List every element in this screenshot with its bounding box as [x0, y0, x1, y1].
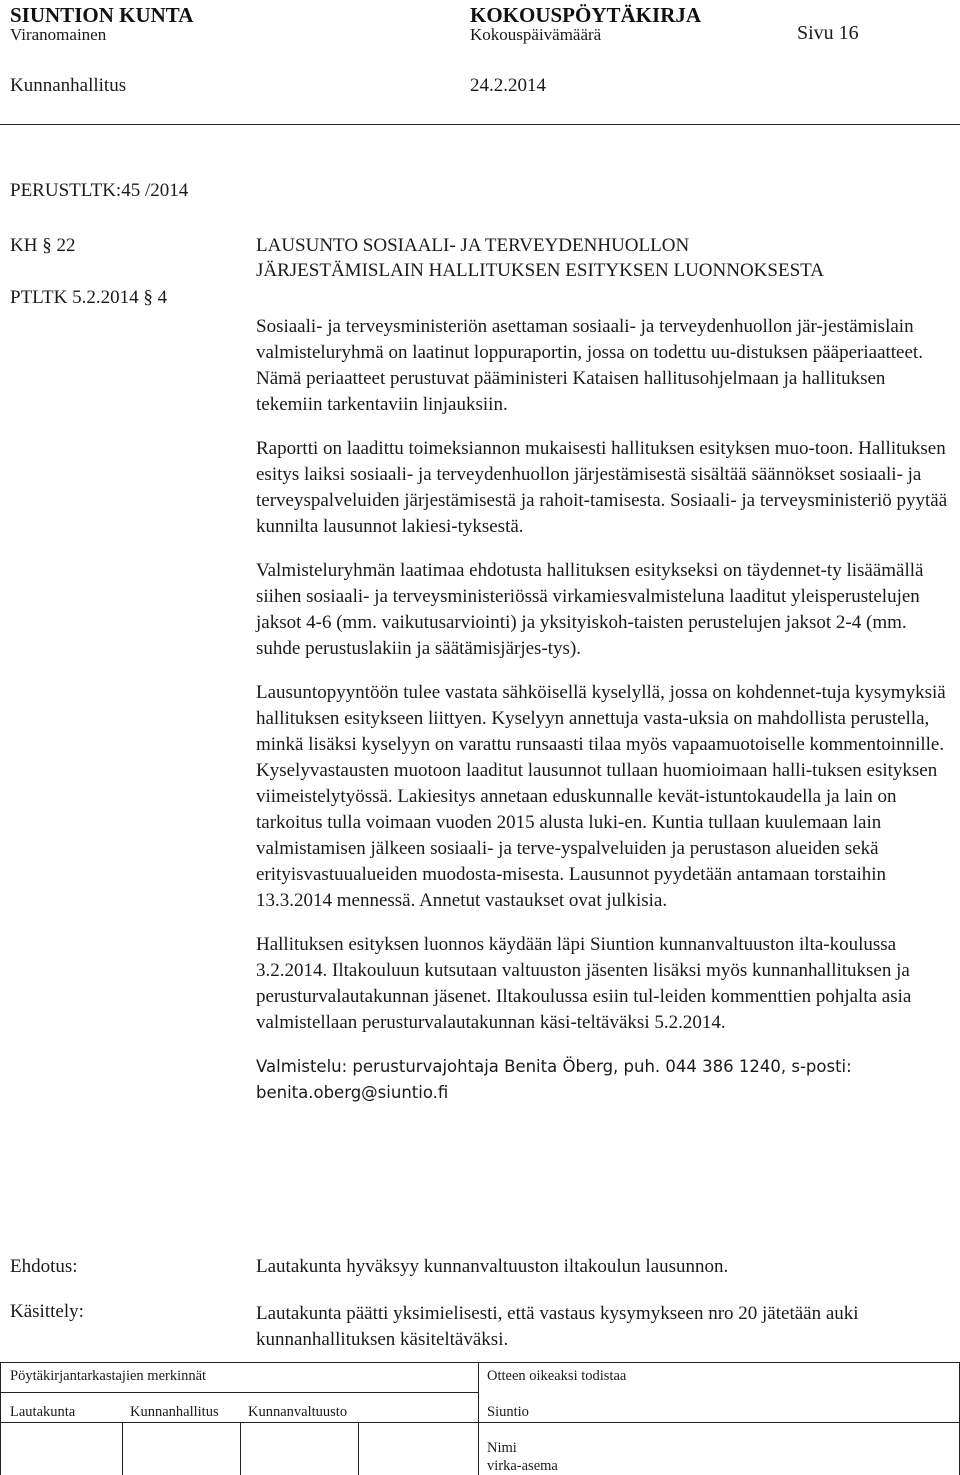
- certified-label: Otteen oikeaksi todistaa: [487, 1368, 627, 1384]
- footer-top-rule: [0, 1362, 960, 1363]
- checkers-label: Pöytäkirjantarkastajien merkinnät: [10, 1368, 207, 1384]
- handling-text: Lautakunta päätti yksimielisesti, että vastaus kysymykseen nro 20 jätetään auki kunnanhallituksen käsiteltäväksi.: [256, 1303, 859, 1350]
- paragraph-4: Lausuntopyyntöön tulee vastata sähköisellä kyselyllä, jossa on kohdennet-tuja kysymyksiä hallituksen esitykseen liittyen. Kyselyyn annettuja vasta-uksia on mahdollista perustella, minkä lisäksi kyselyyn on varattu runsaasti tilaa myös vapaamuotoiselle kommentoinnille.: [256, 682, 946, 755]
- meeting-date-label: Kokouspäivämäärä: [470, 25, 602, 44]
- footer-cell-divider-3: [358, 1422, 359, 1475]
- footer-cell-divider-1: [122, 1422, 123, 1475]
- proposal-text: Lautakunta hyväksyy kunnanvaltuuston iltakoulun lausunnon.: [256, 1256, 729, 1277]
- case-title-line-2: JÄRJESTÄMISLAIN HALLITUKSEN ESITYKSEN LUONNOKSESTA: [256, 260, 824, 281]
- paragraph-3: Valmisteluryhmän laatimaa ehdotusta hallituksen esitykseksi on täydennet-ty lisäämällä siihen sosiaali- ja terveysministeriössä virkamiesvalmisteluna laaditut yleisperustelujen jaksot 4-6 (mm. vaikutusarviointi) ja yksityiskoh-taisten perustelujen jaksot 2-4 (mm. suhde perustuslakiin ja säätämisjärjes-tys).: [256, 560, 924, 659]
- footer-cell-divider-2: [240, 1422, 241, 1475]
- body-text: [256, 314, 948, 1106]
- footer-left-border: [0, 1362, 1, 1475]
- municipality-name: SIUNTION KUNTA: [10, 3, 194, 27]
- footer-body-lautakunta: Lautakunta: [10, 1404, 76, 1420]
- authority-label: Viranomainen: [10, 25, 107, 44]
- certifier-title-label: virka-asema: [487, 1458, 558, 1474]
- case-reference: PERUSTLTK:45 /2014: [10, 180, 189, 201]
- paragraph-1: Sosiaali- ja terveysministeriön asettaman sosiaali- ja terveydenhuollon jär-jestämislain valmisteluryhmä on laatinut loppuraportin, jossa on todettu uu-distuksen pääperiaatteet. Nämä periaatteet perustuvat pääministeri Kataisen hallitusohjelmaan ja hallituksen tekemiin tarkentaviin linjauksiin.: [256, 316, 923, 415]
- handling-label: Käsittely:: [10, 1301, 84, 1322]
- footer-left-subrule: [0, 1392, 478, 1393]
- proposal-label: Ehdotus:: [10, 1256, 78, 1277]
- certified-place: Siuntio: [487, 1404, 529, 1420]
- paragraph-6: Hallituksen esityksen luonnos käydään läpi Siuntion kunnanvaltuuston ilta-koulussa 3.2.2014. Iltakouluun kutsutaan valtuuston jäsenten lisäksi myös kunnanhallituksen ja perusturvalautakunnan jäsenet. Iltakoulussa esiin tul-leiden kommenttien pohjalta asia valmistellaan perusturvalautakunnan käsi-teltäväksi 5.2.2014.: [256, 934, 912, 1033]
- case-title-line-1: LAUSUNTO SOSIAALI- JA TERVEYDENHUOLLON: [256, 235, 690, 256]
- kh-section: KH § 22: [10, 235, 76, 256]
- paragraph-5: Kyselyvastausten muotoon laaditut lausunnot tullaan huomioimaan halli-tuksen esityksen viimeistelytyössä. Lakiesitys annetaan eduskunnalle kevät-istuntokaudella ja lain on tarkoitus tulla voimaan vuoden 2015 alusta luki-en. Kuntia tullaan kuulemaan lain valmistamisen jälkeen sosiaali- ja terve-yspalveluiden ja perustason alueiden sekä erityisvastuualueiden muodosta-misesta. Lausunnot pyydetään antamaan torstaihin 13.3.2014 mennessä. Annetut vastaukset ovat julkisia.: [256, 760, 938, 911]
- paragraph-2: Raportti on laadittu toimeksiannon mukaisesti hallituksen esityksen muo-toon. Hallituksen esitys laiksi sosiaali- ja terveydenhuollon järjestämisestä sisältää säännökset sosiaali- ja terveyspalveluiden järjestämisestä ja rahoit-tamisesta. Sosiaali- ja terveysministeriö pyytää kunnilta lausunnot lakiesi-tyksestä.: [256, 438, 948, 537]
- footer-body-kunnanhallitus: Kunnanhallitus: [130, 1404, 219, 1420]
- footer-row-rule: [0, 1422, 960, 1423]
- ptltk-section: PTLTK 5.2.2014 § 4: [10, 287, 168, 308]
- header-divider: [0, 124, 960, 125]
- certifier-name-label: Nimi: [487, 1440, 517, 1456]
- footer-middle-divider: [478, 1362, 479, 1475]
- contact-info: Valmistelu: perusturvajohtaja Benita Öberg, puh. 044 386 1240, s-posti: benita.oberg@siuntio.fi: [256, 1057, 852, 1102]
- meeting-date: 24.2.2014: [470, 75, 546, 96]
- page-number: Sivu 16: [797, 22, 859, 44]
- authority-name: Kunnanhallitus: [10, 75, 127, 96]
- footer-body-kunnanvaltuusto: Kunnanvaltuusto: [248, 1404, 348, 1420]
- document-type: KOKOUSPÖYTÄKIRJA: [470, 3, 702, 27]
